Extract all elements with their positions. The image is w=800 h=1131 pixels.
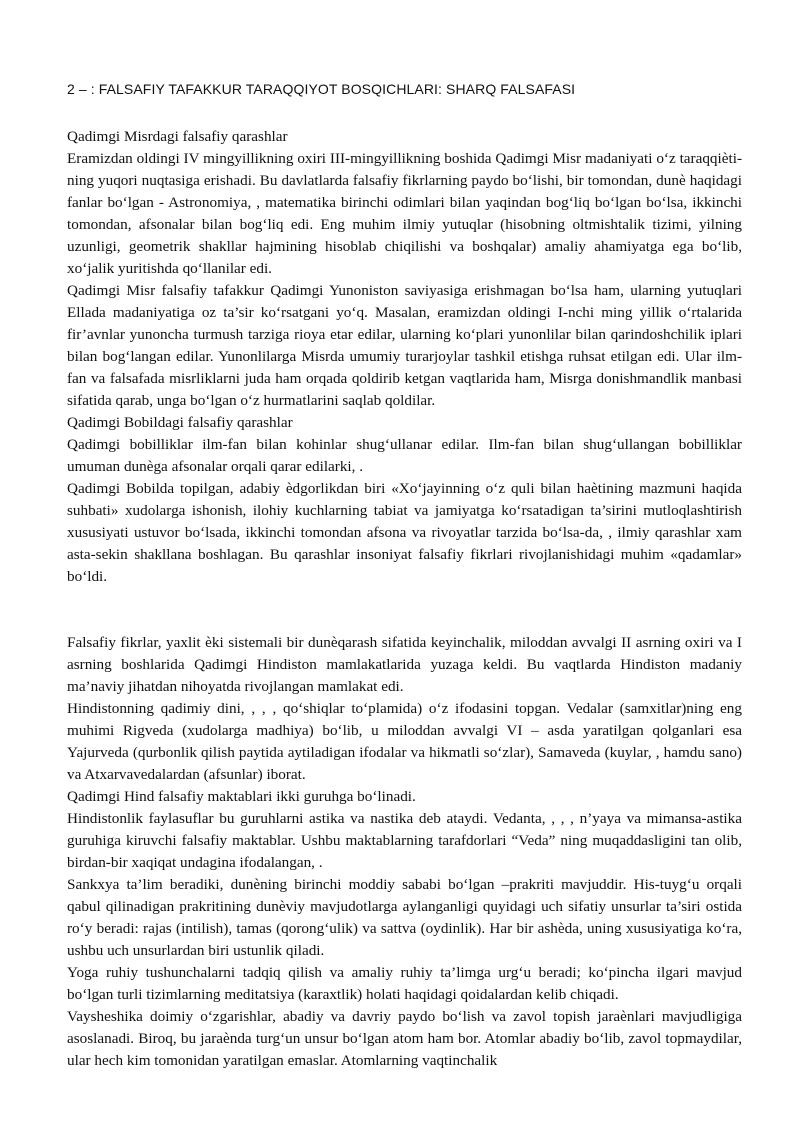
paragraph-india-1: Falsafiy fikrlar, yaxlit èki sistemali bir dunèqarash sifatida keyinchalik, miloddan avvalgi II asrning oxiri va I asrning boshlarida Qadimgi Hindiston mamlakatlarida yuzaga keldi. Bu vaqtlarda Hindiston madaniy ma’naviy jihatdan nihoyatda rivojlangan mamlakat edi. [67,634,742,695]
paragraph-egypt-2: Qadimgi Misr falsafiy tafakkur Qadimgi Yunoniston saviyasiga erishmagan bo‘lsa ham, ularning yutuqlari Ellada madaniyatiga oz ta’sir ko‘rsatgani yo‘q. Masalan, eramizdan oldingi I-nchi ming yillik o‘rtalarida fir’avnlar yunoncha turmush tarziga rioya etar edilar, ularning ko‘plari yunonlilar bilan qarindoshchilik iplari bilan bog‘langan edilar. Yunonlilarga Misrda umumiy turarjoylar tashkil etishga ruhsat etilgan edi. Ular ilm-fan va falsafada misrliklarni juda ham orqada qoldirib ketgan vaqtlarida ham, Misrga donishmandlik manbasi sifatida qarab, unga bo‘lgan o‘z hurmatlarini saqlab qoldilar. [67,282,742,409]
heading-ancient-egypt: Qadimgi Misrdagi falsafiy qarashlar [67,128,288,145]
document-page [67,78,742,1072]
paragraph-babylon-1: Qadimgi bobilliklar ilm-fan bilan kohinlar shug‘ullanar edilar. Ilm-fan bilan shug‘ullangan bobilliklar umuman dunèga afsonalar orqali qarar edilarki, . [67,436,742,475]
paragraph-schools: Hindistonlik faylasuflar bu guruhlarni astika va nastika deb ataydi. Vedanta, , , , n’yaya va mimansa-astika guruhiga kiruvchi falsafiy maktablar. Ushbu maktablarning tarafdorlari “Veda” ning muqaddasligini tan olib, birdan-bir xaqiqat undagina ifodalangan, . [67,810,742,871]
paragraph-vaisheshika: Vaysheshika doimiy o‘zgarishlar, abadiy va davriy paydo bo‘lish va zavol topish jaraènlari mavjudligiga asoslanadi. Biroq, bu jaraènda turg‘un unsur bo‘lgan atom ham bor. Atomlar abadiy bo‘lib, zavol topmaydilar, ular hech kim tomonidan yaratilgan emaslar. Atomlarning vaqtinchalik [67,1008,742,1069]
paragraph-babylon-2: Qadimgi Bobilda topilgan, adabiy èdgorlikdan biri «Xo‘jayinning o‘z quli bilan haètining mazmuni haqida suhbati» xudolarga ishonish, ilohiy kuchlarning tabiat va jamiyatga ko‘rsatadigan ta’sirini mutloqlashtirish xususiyati ustuvor bo‘lsada, ikkinchi tomondan afsona va rivoyatlar tarzida bo‘lsa-da, , ilmiy qarashlar xam asta-sekin shakllana boshlagan. Bu qarashlar insoniyat falsafiy fikrlari rivojlanishidagi muhim «qadamlar» bo‘ldi. [67,480,742,585]
section-spacer [67,588,742,632]
paragraph-egypt-1: Eramizdan oldingi IV mingyillikning oxiri III-mingyillikning boshida Qadimgi Misr madaniyati o‘z taraqqiètining yuqori nuqtasiga erishadi. Bu davlatlarda falsafiy fikrlarning paydo bo‘lishi, bir tomondan, dunè haqidagi fanlar bo‘lgan - Astronomiya, , matematika birinchi odimlari bilan yaqindan bog‘liq bo‘lgan bo‘lsa, ikkinchi tomondan, afsonalar bilan bog‘liq edi. Eng muhim ilmiy yutuqlar (hisobning oltmishtalik tizimi, yilning uzunligi, geometrik shakllar hajmining hisoblab chiqilishi va boshqalar) amaliy ahamiyatga ega bo‘lib, xo‘jalik yuritishda qo‘llanilar edi. [67,150,742,277]
document-title: 2 – : FALSAFIY TAFAKKUR TARAQQIYOT BOSQICHLARI: SHARQ FALSAFASI [67,81,576,97]
heading-ancient-babylon: Qadimgi Bobildagi falsafiy qarashlar [67,414,293,431]
paragraph-yoga: Yoga ruhiy tushunchalarni tadqiq qilish va amaliy ruhiy ta’limga urg‘u beradi; ko‘pincha ilgari mavjud bo‘lgan turli tizimlarning meditatsiya (karaxtlik) holati haqidagi qoidalardan kelib chiqadi. [67,964,742,1003]
paragraph-india-2: Hindistonning qadimiy dini, , , , qo‘shiqlar to‘plamida) o‘z ifodasini topgan. Vedalar (samxitlar)ning eng muhimi Rigveda (xudolarga madhiya) bo‘lib, u miloddan avvalgi VI – asda yaratilgan qolganlari esa Yajurveda (qurbonlik qilish paytida aytiladigan ifodalar va hikmatli so‘zlar), Samaveda (kuylar, , hamdu sano) va Atxarvavedalardan (afsunlar) iborat. [67,700,742,783]
heading-indian-schools: Qadimgi Hind falsafiy maktablari ikki guruhga bo‘linadi. [67,788,416,805]
paragraph-sankhya: Sankxya ta’lim beradiki, dunèning birinchi moddiy sababi bo‘lgan –prakriti mavjuddir. His-tuyg‘u orqali qabul qilinadigan prakritining dunèviy mavjudotlarga aylanganligi quyidagi uch sifatiy unsurlar ta’siri ostida ro‘y beradi: rajas (intilish), tamas (qorong‘ulik) va sattva (oydinlik). Har bir ashèda, uning xususiyatiga ko‘ra, ushbu uch unsurlardan biri ustunlik qiladi. [67,876,742,959]
